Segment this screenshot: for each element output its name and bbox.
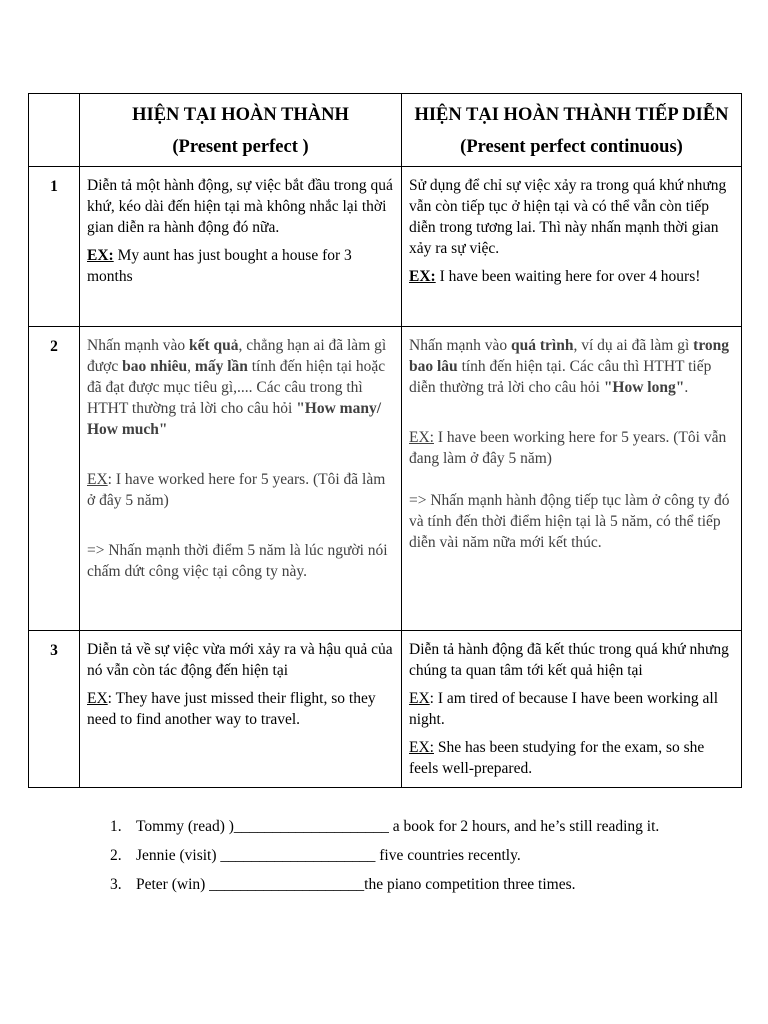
text-run: . xyxy=(684,379,689,396)
exercise-item xyxy=(110,816,710,837)
example-text: She has been studying for the exam, so she feels well-prepared. xyxy=(409,739,705,777)
table-header-row xyxy=(29,94,742,167)
text-run: , chẳng hạn ai đã làm gì được xyxy=(87,337,387,375)
example-label: EX xyxy=(87,471,108,488)
exercise-number: 2. xyxy=(110,847,122,864)
example-label: EX: xyxy=(409,268,436,285)
example-label: EX xyxy=(409,690,430,707)
header-col2-title: HIỆN TẠI HOÀN THÀNH TIẾP DIỄN xyxy=(414,105,729,125)
example-text: My aunt has just bought a house for 3 months xyxy=(87,247,352,285)
table-row xyxy=(29,631,742,788)
exercise-item xyxy=(110,874,710,895)
example-sentence xyxy=(409,688,735,730)
text-run: Nhấn mạnh vào xyxy=(87,337,190,354)
tense-comparison-table xyxy=(28,93,742,788)
row-number: 1 xyxy=(50,178,58,195)
header-present-perfect xyxy=(80,94,402,167)
exercise-number: 1. xyxy=(110,818,122,835)
text-run: , xyxy=(187,358,195,375)
text-run: Nhấn mạnh vào xyxy=(409,337,512,354)
example-label: EX xyxy=(87,690,108,707)
exercise-text: Tommy (read) )____________________ a book for 2 hours, and he’s still reading it. xyxy=(136,818,660,835)
usage-description xyxy=(87,335,395,440)
bold-term: "How long" xyxy=(603,379,685,396)
row-number-cell xyxy=(29,327,80,631)
usage-description: Sử dụng để chỉ sự việc xảy ra trong quá khứ nhưng vẫn còn tiếp tục ở hiện tại và có thể vẫn còn tiếp diễn trong tương lai. Thì này nhấn mạnh thời gian xảy ra sự việc. xyxy=(409,177,727,257)
example-label: EX: xyxy=(409,739,434,756)
bold-term: trong bao lâu xyxy=(409,337,730,375)
text-run: , ví dụ ai đã làm gì xyxy=(573,337,694,354)
text-run: tính đến hiện tại. Các câu thì HTHT tiếp diễn thường trả lời cho câu hỏi xyxy=(409,358,712,396)
text-run: tính đến hiện tại hoặc đã đạt được mục tiêu gì,.... Các câu trong thì HTHT thường trả lời cho câu hỏi xyxy=(87,358,386,417)
exercise-number: 3. xyxy=(110,876,122,893)
example-label: EX: xyxy=(409,429,434,446)
header-present-perfect-continuous xyxy=(402,94,742,167)
example-text: I have been waiting here for over 4 hours! xyxy=(435,268,701,285)
table-row xyxy=(29,327,742,631)
emphasis-note: => Nhấn mạnh thời điểm 5 năm là lúc người nói chấm dứt công việc tại công ty này. xyxy=(87,542,388,580)
row-number-cell xyxy=(29,167,80,327)
present-perfect-continuous-cell xyxy=(402,167,742,327)
example-text: : I am tired of because I have been working all night. xyxy=(409,690,719,728)
present-perfect-cell xyxy=(80,631,402,788)
example-label: EX: xyxy=(87,247,114,264)
row-number: 2 xyxy=(50,338,58,355)
exercise-list xyxy=(110,816,710,903)
example-sentence xyxy=(87,245,395,287)
example-sentence xyxy=(409,427,735,469)
example-sentence xyxy=(87,688,395,730)
usage-description: Diễn tả hành động đã kết thúc trong quá khứ nhưng chúng ta quan tâm tới kết quả hiện tại xyxy=(409,641,729,679)
present-perfect-continuous-cell xyxy=(402,327,742,631)
header-empty-cell xyxy=(29,94,80,167)
emphasis-note: => Nhấn mạnh hành động tiếp tục làm ở công ty đó và tính đến thời điểm hiện tại là 5 năm, có thể tiếp diễn vài năm nữa mới kết thúc. xyxy=(409,492,730,551)
bold-term: kết quả xyxy=(189,337,239,354)
usage-description xyxy=(409,335,735,398)
example-text: : They have just missed their flight, so they need to find another way to travel. xyxy=(87,690,376,728)
bold-term: mấy lần xyxy=(194,358,248,375)
usage-description: Diễn tả một hành động, sự việc bắt đầu trong quá khứ, kéo dài đến hiện tại mà không nhắc lại thời gian diễn ra hành động đó nữa. xyxy=(87,177,393,236)
bold-term: quá trình xyxy=(511,337,574,354)
header-col2-subtitle: (Present perfect continuous) xyxy=(460,137,683,157)
header-col1-subtitle: (Present perfect ) xyxy=(172,137,309,157)
row-number: 3 xyxy=(50,642,58,659)
example-text: I have been working here for 5 years. (Tôi vẫn đang làm ở đây 5 năm) xyxy=(409,429,727,467)
example-sentence xyxy=(409,737,735,779)
row-number-cell xyxy=(29,631,80,788)
present-perfect-continuous-cell xyxy=(402,631,742,788)
bold-term: "How many/ How much" xyxy=(87,400,382,438)
table-row xyxy=(29,167,742,327)
present-perfect-cell xyxy=(80,327,402,631)
usage-description: Diễn tả về sự việc vừa mới xảy ra và hậu quả của nó vẫn còn tác động đến hiện tại xyxy=(87,641,393,679)
present-perfect-cell xyxy=(80,167,402,327)
exercise-text: Peter (win) ____________________the piano competition three times. xyxy=(136,876,576,893)
example-text: : I have worked here for 5 years. (Tôi đã làm ở đây 5 năm) xyxy=(87,471,386,509)
exercise-item xyxy=(110,845,710,866)
example-sentence xyxy=(409,266,735,287)
bold-term: bao nhiêu xyxy=(122,358,188,375)
header-col1-title: HIỆN TẠI HOÀN THÀNH xyxy=(132,105,349,125)
exercise-text: Jennie (visit) ____________________ five countries recently. xyxy=(136,847,521,864)
example-sentence xyxy=(87,469,395,511)
